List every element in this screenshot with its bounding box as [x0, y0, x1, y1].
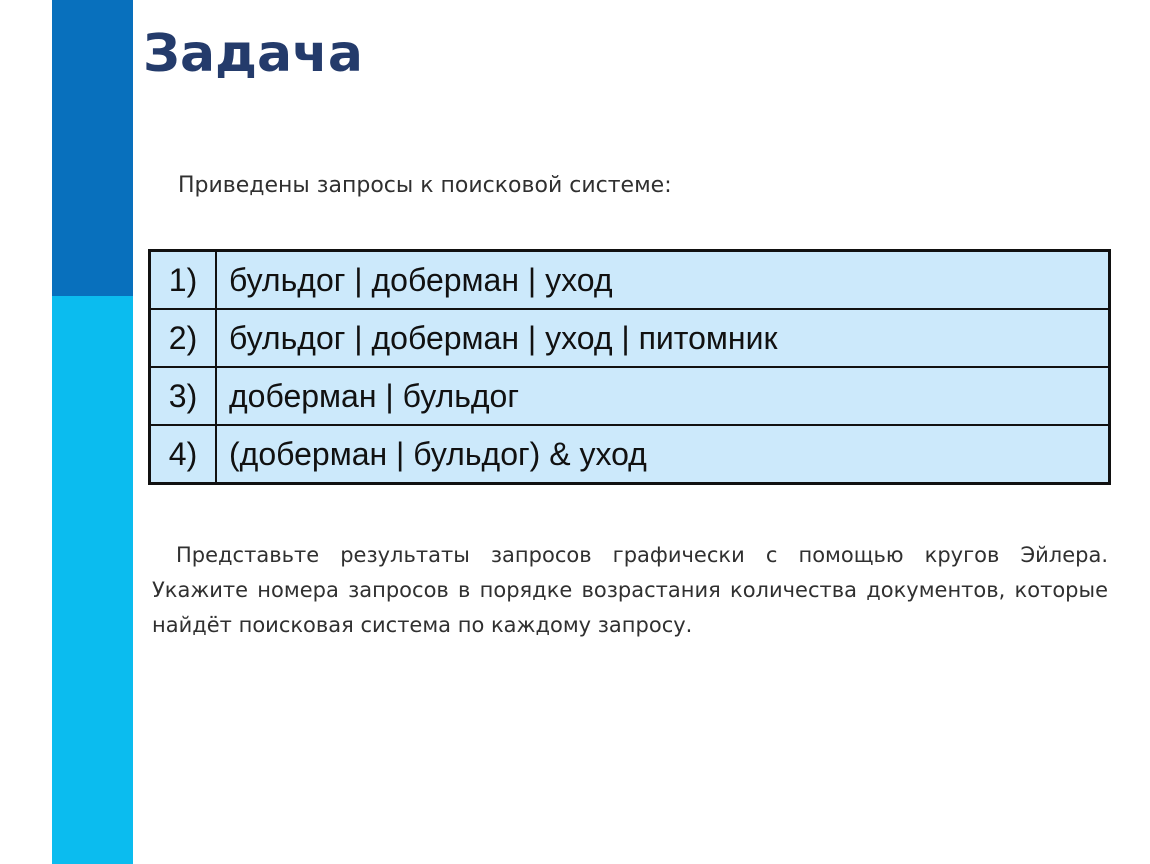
- query-number: 1): [150, 251, 217, 310]
- table-row: [150, 251, 1110, 310]
- query-number: 2): [150, 309, 217, 367]
- task-text: Представьте результаты запросов графически с помощью кругов Эйлера. Укажите номера запросов в порядке возрастания количества документов, которые найдёт поисковая система по каждому запросу.: [152, 543, 1108, 637]
- intro-text: Приведены запросы к поисковой системе:: [178, 173, 672, 198]
- query-text: (доберман | бульдог) & уход: [216, 425, 1110, 484]
- table-row: [150, 367, 1110, 425]
- decorative-bar-bottom: [52, 296, 133, 864]
- query-text: доберман | бульдог: [216, 367, 1110, 425]
- query-text: бульдог | доберман | уход: [216, 251, 1110, 310]
- query-number: 4): [150, 425, 217, 484]
- queries-table: [148, 249, 1111, 485]
- query-text: бульдог | доберман | уход | питомник: [216, 309, 1110, 367]
- table-row: [150, 309, 1110, 367]
- slide-title: Задача: [143, 24, 363, 84]
- decorative-bar-top: [52, 0, 133, 296]
- query-number: 3): [150, 367, 217, 425]
- table-row: [150, 425, 1110, 484]
